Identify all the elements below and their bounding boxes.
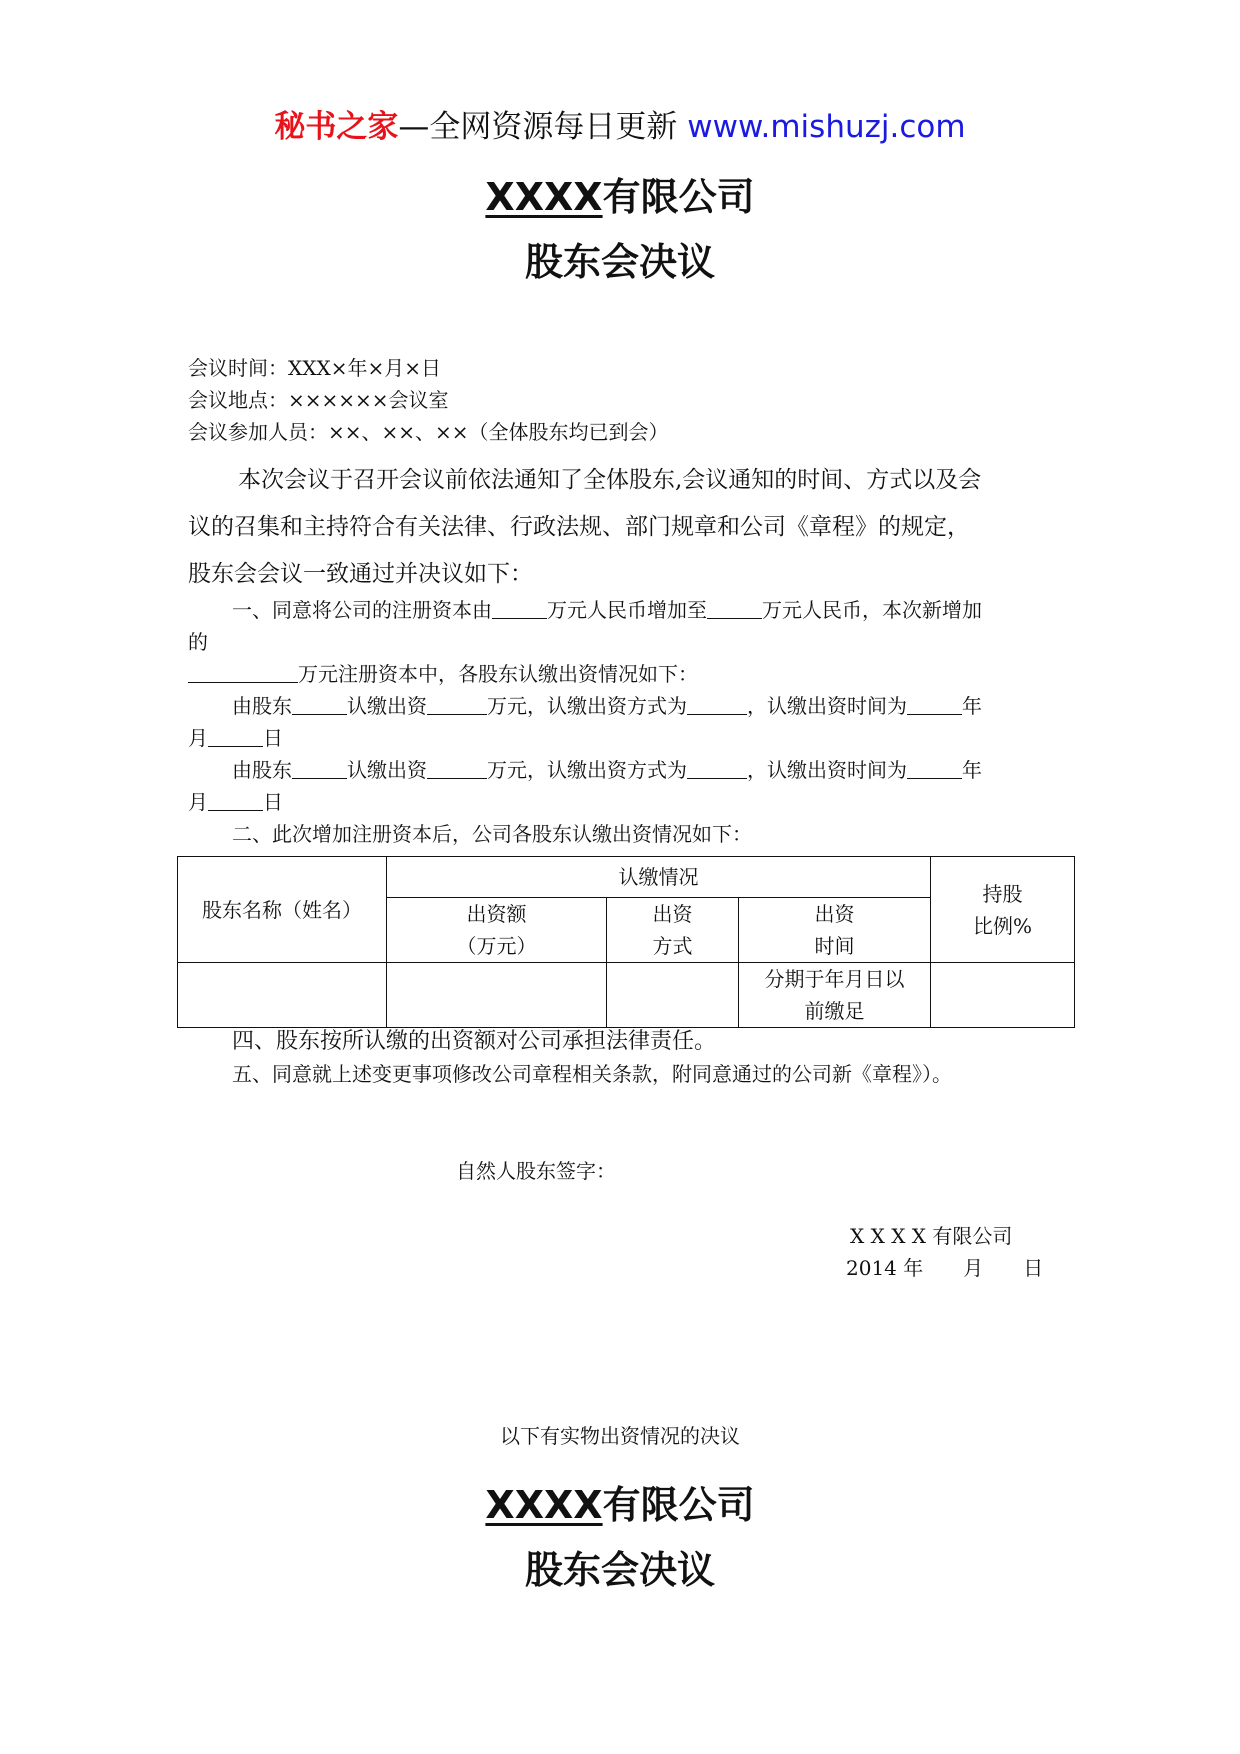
item1-text-c: 万元人民币，本次新增加 (762, 598, 982, 622)
header-time-l1: 出资 (814, 902, 855, 926)
blank-shareholder-2[interactable] (292, 758, 347, 779)
company-suffix: 有限公司 (602, 175, 755, 219)
sub1-text-c: 万元，认缴出资方式为 (487, 694, 687, 718)
item1-text-b: 万元人民币增加至 (547, 598, 707, 622)
intro-line-1: 本次会议于召开会议前依法通知了全体股东,会议通知的时间、方式以及会 (238, 467, 982, 493)
company-title (0, 166, 1240, 221)
sub1-text-g: 日 (263, 726, 283, 750)
sub1-text-f: 月 (188, 726, 208, 750)
sub2-text-a: 由股东 (232, 758, 292, 782)
header-subscription-group: 认缴情况 (387, 857, 931, 898)
banner-brand: 秘书之家 (274, 109, 399, 145)
table-row (178, 963, 1075, 1028)
cell-time-l1: 分期于年月日以 (764, 967, 905, 991)
company-name-2: XXXX (485, 1483, 603, 1527)
sub1-text-b: 认缴出资 (347, 694, 427, 718)
shareholder-sub-1 (232, 690, 982, 719)
header-method-l1: 出资 (652, 902, 693, 926)
company-name: XXXX (485, 175, 603, 219)
cell-time[interactable] (739, 963, 931, 1028)
header-amount (387, 898, 607, 963)
sub2-text-g: 日 (263, 790, 283, 814)
blank-month-1[interactable] (208, 726, 263, 747)
header-ratio-l1: 持股 (982, 881, 1023, 906)
sub1-text-e: 年 (962, 694, 982, 718)
meeting-attendees: 会议参加人员：××、××、××（全体股东均已到会） (188, 420, 669, 444)
blank-method-1[interactable] (687, 694, 747, 715)
sign-company: X X X X 有限公司 (850, 1224, 1013, 1248)
header-method (607, 898, 739, 963)
shareholder-sub-2-cont (188, 786, 283, 815)
cell-amount[interactable] (387, 963, 607, 1028)
header-shareholder-name: 股东名称（姓名） (178, 857, 387, 963)
item1-line-2: 的 (188, 630, 208, 654)
sub2-text-e: 年 (962, 758, 982, 782)
shareholder-sub-2 (232, 754, 982, 783)
blank-amount-2[interactable] (427, 758, 487, 779)
cell-ratio[interactable] (931, 963, 1075, 1028)
blank-month-2[interactable] (208, 790, 263, 811)
meeting-time: 会议时间：XXX×年×月×日 (188, 356, 441, 380)
cell-shareholder-name[interactable] (178, 963, 387, 1028)
shareholder-sub-1-cont (188, 722, 283, 751)
company-title-2 (0, 1474, 1240, 1529)
header-amount-l1: 出资额 (466, 902, 527, 926)
intro-line-3: 股东会会议一致通过并决议如下： (188, 561, 533, 587)
cell-time-l2: 前缴足 (804, 999, 865, 1023)
physical-contribution-caption: 以下有实物出资情况的决议 (500, 1424, 740, 1448)
meeting-place: 会议地点：××××××会议室 (188, 388, 449, 412)
blank-new-capital[interactable] (707, 598, 762, 619)
signature-label: 自然人股东签字： (456, 1159, 616, 1183)
site-banner (0, 101, 1240, 146)
header-ratio-l2: 比例% (972, 913, 1032, 938)
sub2-text-d: ，认缴出资时间为 (747, 758, 907, 782)
sub2-text-c: 万元，认缴出资方式为 (487, 758, 687, 782)
header-time-l2: 时间 (814, 934, 855, 958)
header-time (739, 898, 931, 963)
blank-added-capital[interactable] (188, 662, 298, 683)
sub2-text-f: 月 (188, 790, 208, 814)
blank-original-capital[interactable] (492, 598, 547, 619)
resolution-title: 股东会决议 (524, 240, 715, 284)
contribution-table (177, 856, 1075, 1028)
resolution-title-2: 股东会决议 (524, 1548, 715, 1592)
sub2-text-b: 认缴出资 (347, 758, 427, 782)
item1-text-a: 一、同意将公司的注册资本由 (232, 598, 492, 622)
sub1-text-a: 由股东 (232, 694, 292, 718)
blank-year-2[interactable] (907, 758, 962, 779)
banner-url-link[interactable]: www.mishuzj.com (687, 109, 966, 145)
item1-line-3 (188, 658, 698, 687)
blank-amount-1[interactable] (427, 694, 487, 715)
blank-shareholder-1[interactable] (292, 694, 347, 715)
cell-method[interactable] (607, 963, 739, 1028)
item2-line: 二、此次增加注册资本后，公司各股东认缴出资情况如下： (232, 822, 752, 846)
item1-text-e: 万元注册资本中，各股东认缴出资情况如下： (298, 662, 698, 686)
item5-line: 五、同意就上述变更事项修改公司章程相关条款，附同意通过的公司新《章程》）。 (232, 1062, 952, 1086)
blank-year-1[interactable] (907, 694, 962, 715)
header-amount-l2: （万元） (456, 934, 537, 958)
item1-line (232, 594, 982, 623)
banner-slogan: —全网资源每日更新 (398, 109, 688, 145)
intro-line-2: 议的召集和主持符合有关法律、行政法规、部门规章和公司《章程》的规定， (188, 514, 970, 540)
blank-method-2[interactable] (687, 758, 747, 779)
header-ratio (931, 857, 1075, 963)
sign-date: 2014 年 月 日 (846, 1256, 1044, 1280)
item4-line: 四、股东按所认缴的出资额对公司承担法律责任。 (232, 1029, 717, 1054)
sub1-text-d: ，认缴出资时间为 (747, 694, 907, 718)
company-suffix-2: 有限公司 (602, 1483, 755, 1527)
header-method-l2: 方式 (652, 934, 693, 958)
